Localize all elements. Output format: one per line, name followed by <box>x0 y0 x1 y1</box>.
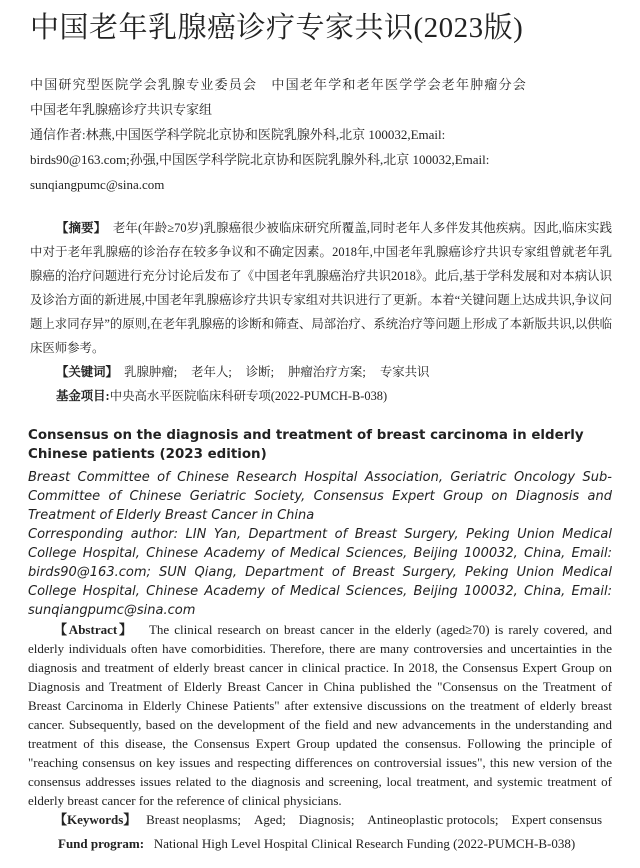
abstract-text-cn: 老年(年龄≥70岁)乳腺癌很少被临床研究所覆盖,同时老年人多伴发其他疾病。因此,临床实践中对于老年乳腺癌的诊治存在较多争议和不确定因素。2018年,中国老年乳腺癌诊疗共识专家组曾就老年乳腺癌的治疗问题进行充分讨论后发布了《中国老年乳腺癌治疗共识2018》。此后,基于学科发展和对本病认识及诊治方面的新进展,中国老年乳腺癌诊疗共识专家组对共识进行了更新。本着“关键问题上达成共识,争议问题上求同存异”的原则,在老年乳腺癌的诊断和筛查、局部治疗、系统治疗等问题上形成了本新版共识,以供临床医师参考。 <box>30 221 613 355</box>
article-title-en: Consensus on the diagnosis and treatment of breast carcinoma in elderly Chinese patients (2023 edition) <box>28 428 584 462</box>
corresponding-author-en: Corresponding author: LIN Yan, Department of Breast Surgery, Peking Union Medical College Hospital, Chinese Academy of Medical Sciences, Beijing 100032, China, Email: birds90@163.com; SUN Qiang, Department of Breast Surgery, Peking Union Medical College Hospital, Chinese Academy of Medical Sciences, Beijing 100032, China, Email: sunqiangpumc@sina.com <box>28 527 612 618</box>
abstract-label-cn: 【摘要】 <box>56 221 107 235</box>
corresponding-line-2: birds90@163.com;孙强,中国医学科学院北京协和医院乳腺外科,北京 100032,Email: <box>30 152 490 167</box>
corresponding-line-3: sunqiangpumc@sina.com <box>30 177 165 192</box>
abstract-paragraph-cn <box>30 216 612 360</box>
keywords-label-cn: 【关键词】 <box>56 365 118 379</box>
keyword-item: 肿瘤治疗方案; <box>288 365 366 379</box>
abstract-text-en: The clinical research on breast cancer in the elderly (aged≥70) is rarely covered, and elderly individuals often have comorbidities. Therefore, there are many controversies and uncertainties in the diagnosis and treatment of elderly breast cancer in clinical practice. In 2018, the Consensus Expert Group on Diagnosis and Treatment of Elderly Breast Cancer in China published the "Consensus on the Treatment of Breast Carcinoma in Elderly Chinese Patients" after extensive discussions on the treatment of elderly breast cancer. Subsequently, based on the development of the field and new advancements in the understanding and treatment of this disease, the Consensus Expert Group updated the consensus. Following the principle of "reaching consensus on key issues and respecting differences on controversial issues", this new version of the consensus addresses issues related to the diagnosis and screening, local treatment, and systemic treatment of elderly breast cancer for the reference of clinical physicians. <box>28 622 612 808</box>
keyword-item: 老年人; <box>191 365 232 379</box>
fund-text-cn: 中央高水平医院临床科研专项(2022-PUMCH-B-038) <box>109 389 388 403</box>
fund-en <box>58 834 612 853</box>
keyword-item: 诊断; <box>245 365 275 379</box>
organization-line-2: 中国老年乳腺癌诊疗共识专家组 <box>30 102 213 117</box>
keyword-item: 乳腺肿瘤; <box>124 365 178 379</box>
organization-line-1: 中国研究型医院学会乳腺专业委员会 中国老年学和老年医学学会老年肿瘤分会 <box>30 77 528 92</box>
keywords-text-en: Breast neoplasms; Aged; Diagnosis; Antineoplastic protocols; Expert consensus <box>146 812 603 827</box>
keywords-cn <box>30 360 612 384</box>
abstract-label-en: 【Abstract】 <box>54 622 134 637</box>
keywords-label-en: 【Keywords】 <box>54 812 137 827</box>
organizations-en: Breast Committee of Chinese Research Hospital Association, Geriatric Oncology Sub-Committee of Chinese Geriatric Society, Consensus Expert Group on Diagnosis and Treatment of Elderly Breast Cancer in China <box>28 470 612 523</box>
abstract-en <box>28 620 612 810</box>
keyword-item: 专家共识 <box>379 365 430 379</box>
article-title-cn: 中国老年乳腺癌诊疗专家共识(2023版) <box>30 12 524 44</box>
keywords-en <box>28 810 612 829</box>
corresponding-line-1: 通信作者:林燕,中国医学科学院北京协和医院乳腺外科,北京 100032,Email: <box>30 127 446 142</box>
fund-text-en: National High Level Hospital Clinical Research Funding (2022-PUMCH-B-038) <box>153 836 576 851</box>
fund-cn <box>30 384 612 408</box>
english-section <box>28 426 612 853</box>
abstract-cn <box>30 216 612 408</box>
author-affiliations-cn <box>30 72 614 197</box>
fund-label-cn: 基金项目: <box>56 389 110 403</box>
fund-label-en: Fund program: <box>58 836 145 851</box>
